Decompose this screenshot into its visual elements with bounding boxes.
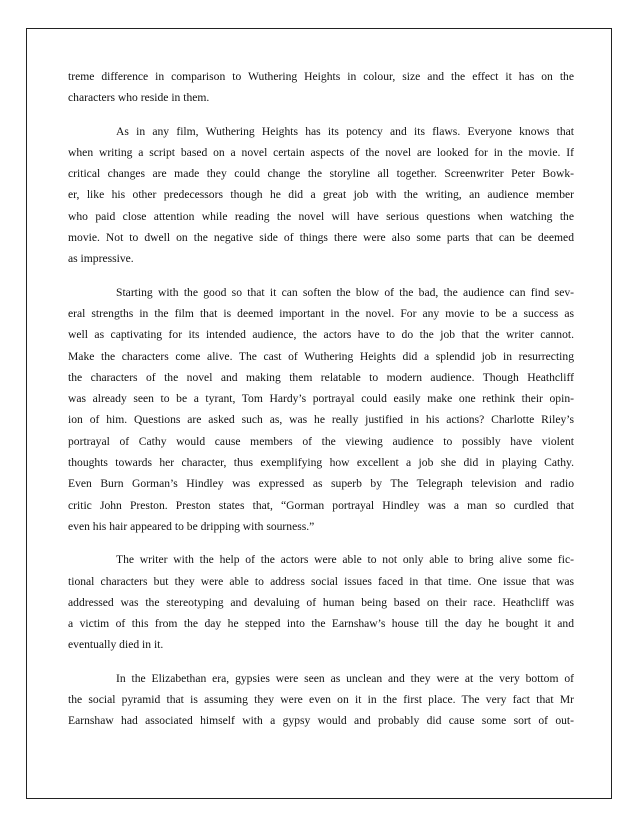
text-line: the characters of the novel and making them relatable to modern audience. Though Heathcliff — [68, 370, 574, 384]
text-line: treme difference in comparison to Wuthering Heights in colour, size and the effect it has on the — [68, 70, 574, 83]
text-line: the social pyramid that is assuming they were even on it in the first place. The very fact that Mr — [68, 693, 574, 707]
text-line: critical changes are made they could change the storyline all together. Screenwriter Peter Bowk- — [68, 167, 574, 181]
paragraph-2 — [68, 121, 574, 270]
text-line: portrayal of Cathy would cause members of the viewing audience to possibly have violent — [68, 434, 574, 448]
text-line: movie. Not to dwell on the negative side of things there were also some parts that can be deemed — [68, 231, 574, 245]
text-line: when writing a script based on a novel certain aspects of the novel are looked for in the movie. If — [68, 145, 574, 159]
text-line: Even Burn Gorman’s Hindley was expressed as superb by The Telegraph television and radio — [68, 477, 574, 491]
text-line: who paid close attention while reading the novel will have serious questions when watching the — [68, 209, 574, 223]
text-line: ion of him. Questions are asked such as, was he really justified in his actions? Charlotte Riley’s — [68, 413, 574, 427]
text-line: er, like his other predecessors though he did a great job with the writing, an audience member — [68, 188, 574, 202]
text-line: well as captivating for its intended audience, the actors have to do the job that the writer cannot. — [68, 328, 574, 342]
document-body — [68, 66, 574, 744]
paragraph-5 — [68, 668, 574, 732]
paragraph-1 — [68, 66, 574, 109]
paragraph-3 — [68, 282, 574, 538]
text-line: Starting with the good so that it can soften the blow of the bad, the audience can find sev- — [116, 285, 574, 299]
text-line: a victim of this from the day he stepped into the Earnshaw’s house till the day he bought it and — [68, 617, 574, 631]
paragraph-4 — [68, 549, 574, 655]
text-line: The writer with the help of the actors were able to not only able to bring alive some fic- — [116, 553, 574, 567]
text-line: even his hair appeared to be dripping with sourness.” — [68, 519, 315, 533]
text-line: characters who reside in them. — [68, 91, 210, 105]
text-line: Make the characters come alive. The cast of Wuthering Heights did a splendid job in resurrecting — [68, 349, 574, 363]
text-line: eventually died in it. — [68, 638, 164, 652]
text-line: Earnshaw had associated himself with a gypsy would and probably did cause some sort of out- — [68, 714, 574, 728]
text-line: tional characters but they were able to address social issues faced in that time. One issue that was — [68, 574, 574, 588]
text-line: as impressive. — [68, 252, 134, 266]
text-line: As in any film, Wuthering Heights has its potency and its flaws. Everyone knows that — [116, 124, 574, 138]
text-line: eral strengths in the film that is deemed important in the novel. For any movie to be a success as — [68, 306, 574, 320]
text-line: was already seen to be a tyrant, Tom Hardy’s portrayal could easily make one rethink their opin- — [68, 392, 574, 406]
text-line: thoughts towards her character, thus exemplifying how excellent a job she did in playing Cathy. — [68, 456, 574, 470]
text-line: critic John Preston. Preston states that, “Gorman portrayal Hindley was a man so curdled that — [68, 498, 574, 512]
text-line: addressed was the stereotyping and devaluing of human being based on their race. Heathcliff was — [68, 595, 574, 609]
text-line: In the Elizabethan era, gypsies were seen as unclean and they were at the very bottom of — [116, 671, 574, 685]
